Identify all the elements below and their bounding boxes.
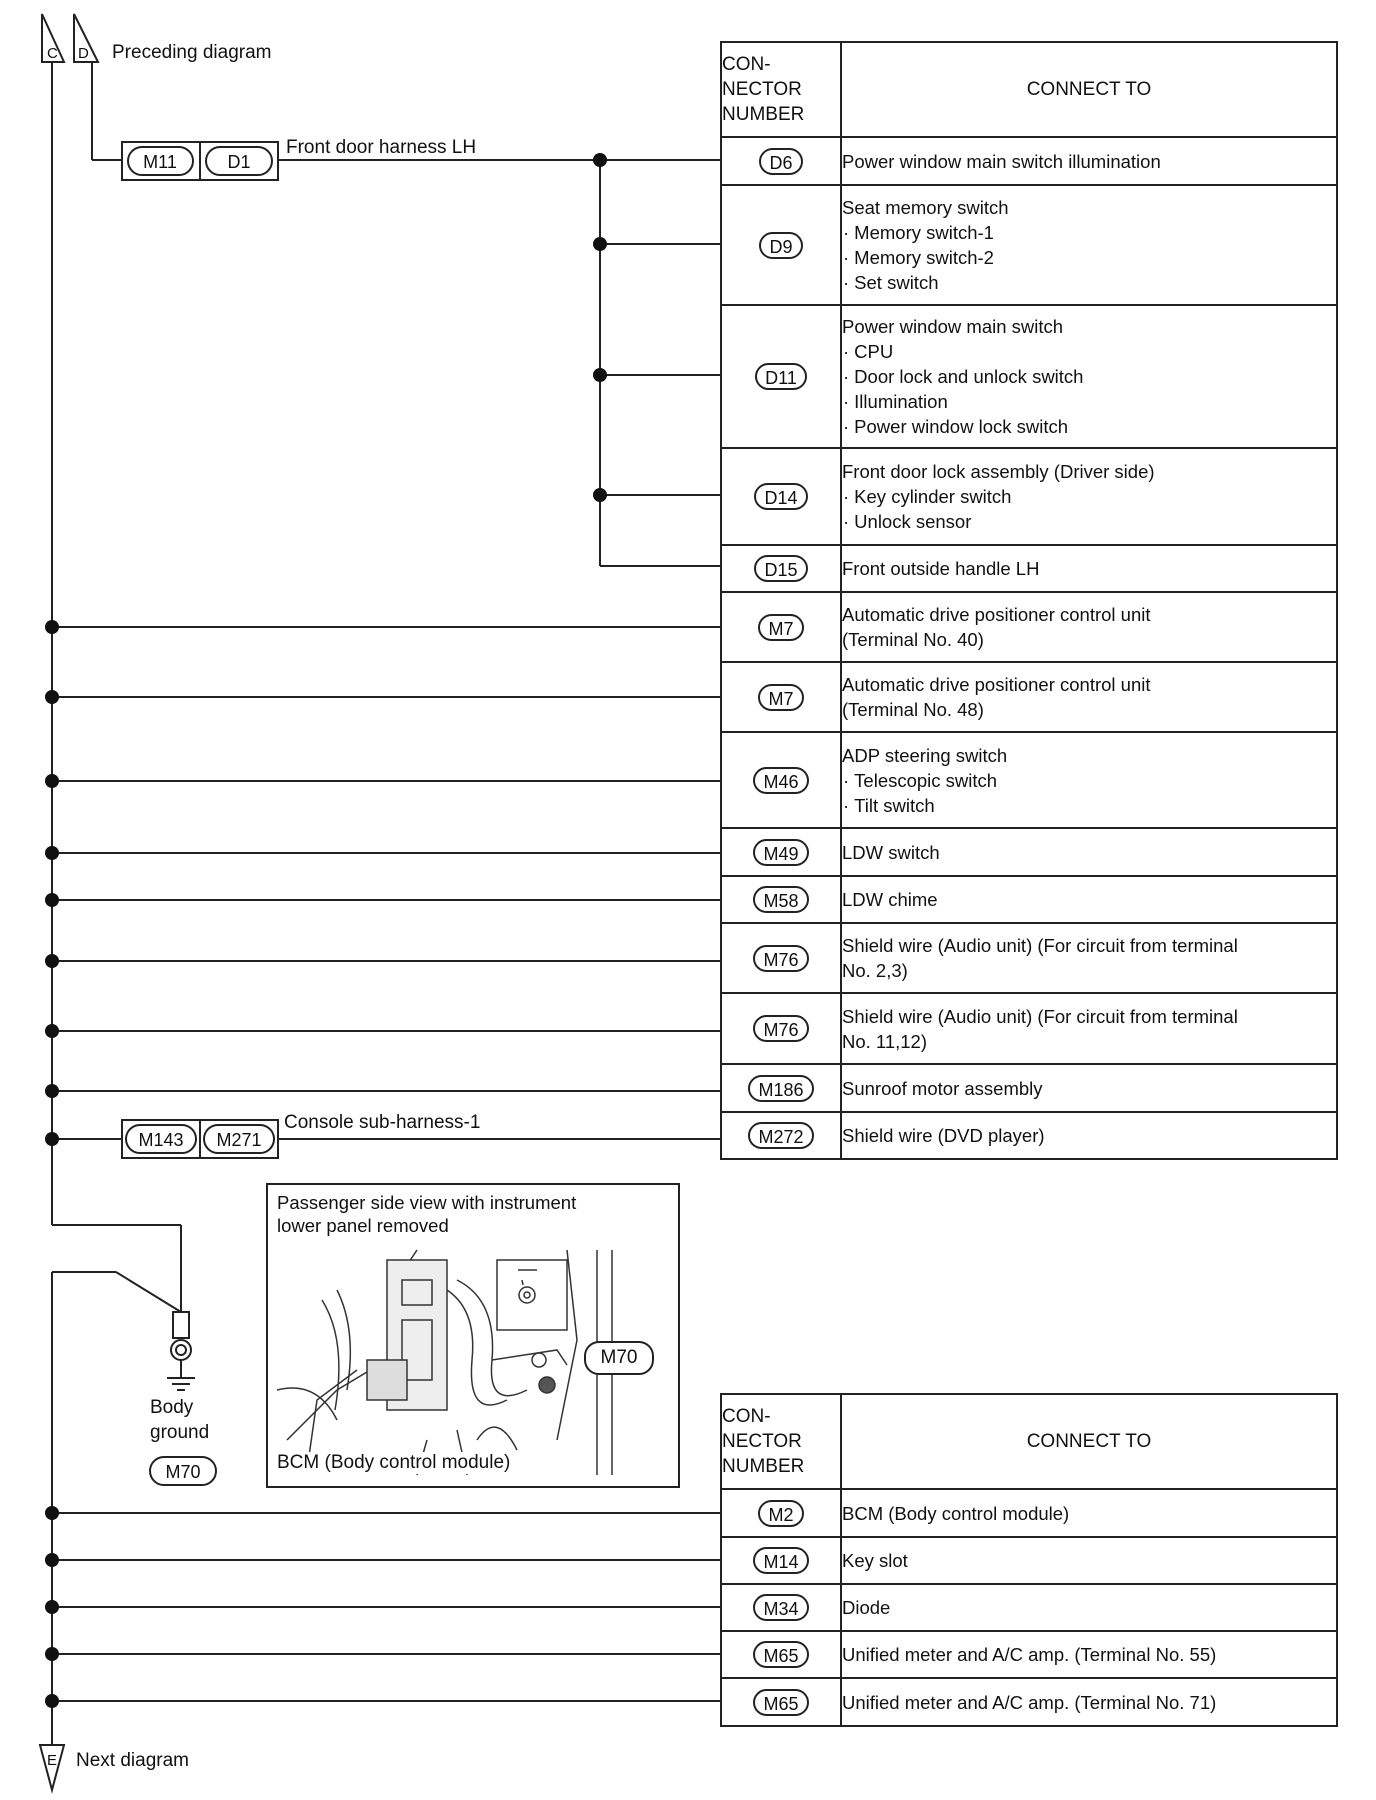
header-connector-number: CON- NECTOR NUMBER: [721, 42, 841, 137]
connector-badge: M58: [753, 886, 808, 913]
connector-cell: [721, 1631, 841, 1678]
connector-badge: D11: [755, 363, 807, 390]
description-line: LDW switch: [842, 841, 940, 863]
description-line: Diode: [842, 1597, 891, 1618]
connector-badge: M272: [748, 1122, 813, 1149]
table-row: [721, 185, 1337, 305]
sub-item: · Memory switch-2: [842, 245, 1336, 270]
connector-badge: D14: [754, 483, 807, 510]
description-line: LDW chime: [842, 889, 938, 910]
connector-badge: M65: [753, 1689, 808, 1716]
connector-cell: [721, 545, 841, 592]
connector-cell: [721, 828, 841, 876]
body-ground-label: [150, 1395, 209, 1445]
table-row: [721, 923, 1337, 993]
table-row: [721, 1631, 1337, 1678]
connector-cell: [721, 923, 841, 993]
table-row: [721, 1584, 1337, 1631]
connector-badge: M49: [753, 839, 808, 866]
connect-to-cell: [841, 1112, 1337, 1159]
connect-to-cell: [841, 1678, 1337, 1726]
description-line: Power window main switch illumination: [842, 150, 1161, 172]
description-line: Sunroof motor assembly: [842, 1077, 1043, 1099]
console-harness-label: Console sub-harness-1: [284, 1112, 481, 1133]
connect-to-cell: [841, 828, 1337, 876]
connector-cell: [721, 1064, 841, 1112]
sub-item: · Door lock and unlock switch: [842, 364, 1336, 389]
connector-cell: [721, 185, 841, 305]
table-row: [721, 137, 1337, 185]
connect-to-cell: [841, 545, 1337, 592]
connect-to-cell: [841, 137, 1337, 185]
connector-badge: M76: [753, 1015, 808, 1042]
table-row: [721, 828, 1337, 876]
connector-cell: [721, 1112, 841, 1159]
connector-table-lower: [720, 1393, 1338, 1727]
description-line: Front outside handle LH: [842, 558, 1040, 579]
inset-title: [277, 1191, 576, 1237]
connector-cell: [721, 305, 841, 448]
harness-console-left: M143: [138, 1130, 184, 1150]
table-row: [721, 592, 1337, 662]
inset-panel: [266, 1183, 680, 1488]
table-row: [721, 1489, 1337, 1537]
connect-to-cell: [841, 732, 1337, 828]
body-ground-line-1: Body: [150, 1397, 194, 1418]
connector-cell: [721, 448, 841, 545]
body-ground-connector: M70: [165, 1462, 201, 1482]
connector-badge: M65: [753, 1641, 808, 1668]
description-line: Automatic drive positioner control unit: [842, 604, 1151, 625]
description-line: BCM (Body control module): [842, 1502, 1070, 1524]
next-diagram-label: Next diagram: [76, 1750, 189, 1771]
table-row: [721, 993, 1337, 1064]
connector-badge: M7: [758, 614, 803, 641]
description-line: (Terminal No. 48): [842, 699, 984, 720]
harness-front-left: M11: [143, 152, 177, 172]
connector-cell: [721, 137, 841, 185]
description-line: Key slot: [842, 1550, 908, 1571]
connector-badge: D9: [759, 232, 802, 259]
description-line: Unified meter and A/C amp. (Terminal No. 55): [842, 1644, 1217, 1665]
body-ground-line-2: ground: [150, 1422, 210, 1443]
inset-title-line-2: lower panel removed: [277, 1215, 449, 1236]
header-connect-to: CONNECT TO: [841, 42, 1337, 137]
connector-table-upper: [720, 41, 1338, 1160]
connect-to-cell: [841, 662, 1337, 732]
sub-item: · Memory switch-1: [842, 220, 1336, 245]
flag-c-letter: C: [47, 45, 58, 62]
sub-item: · Unlock sensor: [842, 509, 1336, 534]
connector-cell: [721, 876, 841, 923]
description-line: Seat memory switch: [842, 197, 1009, 218]
description-line: Front door lock assembly (Driver side): [842, 461, 1155, 482]
table-row: [721, 662, 1337, 732]
connector-badge: M2: [758, 1500, 803, 1527]
sub-item: · Illumination: [842, 389, 1336, 414]
connector-badge: M186: [748, 1075, 813, 1102]
connector-badge: M46: [753, 767, 808, 794]
table-row: [721, 1537, 1337, 1584]
table-row: [721, 1064, 1337, 1112]
description-line: Automatic drive positioner control unit: [842, 674, 1151, 695]
connect-to-cell: [841, 448, 1337, 545]
flag-d-letter: D: [78, 45, 89, 62]
connector-badge: D6: [759, 148, 802, 175]
preceding-diagram-label: Preceding diagram: [112, 42, 272, 63]
connector-badge: M14: [753, 1547, 808, 1574]
connect-to-cell: [841, 185, 1337, 305]
inset-m70-callout: M70: [584, 1341, 654, 1375]
description-line: Unified meter and A/C amp. (Terminal No. 71): [842, 1691, 1217, 1713]
front-door-harness-label: Front door harness LH: [286, 137, 477, 158]
connect-to-cell: [841, 1064, 1337, 1112]
harness-console-right: M271: [216, 1130, 262, 1150]
sub-item: · Tilt switch: [842, 793, 1336, 818]
connect-to-cell: [841, 1631, 1337, 1678]
sub-item: · Telescopic switch: [842, 768, 1336, 793]
connect-to-cell: [841, 1537, 1337, 1584]
description-line: Shield wire (Audio unit) (For circuit from terminal: [842, 935, 1238, 956]
table-row: [721, 876, 1337, 923]
inset-caption: BCM (Body control module): [277, 1452, 511, 1473]
connector-cell: [721, 592, 841, 662]
header-connect-to: CONNECT TO: [841, 1394, 1337, 1489]
description-line: ADP steering switch: [842, 744, 1008, 766]
connector-cell: [721, 993, 841, 1064]
connect-to-cell: [841, 1489, 1337, 1537]
table-row: [721, 1678, 1337, 1726]
connector-cell: [721, 732, 841, 828]
connect-to-cell: [841, 923, 1337, 993]
sub-item: · Key cylinder switch: [842, 484, 1336, 509]
connector-badge: M7: [758, 684, 803, 711]
description-line: No. 2,3): [842, 960, 908, 981]
connector-cell: [721, 1489, 841, 1537]
table-row: [721, 305, 1337, 448]
description-line: Shield wire (DVD player): [842, 1125, 1045, 1146]
table-row: [721, 545, 1337, 592]
connect-to-cell: [841, 876, 1337, 923]
connector-cell: [721, 662, 841, 732]
connector-badge: D15: [754, 555, 807, 582]
connect-to-cell: [841, 1584, 1337, 1631]
connector-cell: [721, 1537, 841, 1584]
header-connector-number: CON- NECTOR NUMBER: [721, 1394, 841, 1489]
connector-cell: [721, 1584, 841, 1631]
table-row: [721, 448, 1337, 545]
harness-front-right: D1: [227, 152, 251, 172]
description-line: Shield wire (Audio unit) (For circuit from terminal: [842, 1005, 1238, 1027]
sub-item: · Power window lock switch: [842, 414, 1336, 439]
description-line: (Terminal No. 40): [842, 629, 984, 650]
sub-item: · Set switch: [842, 270, 1336, 295]
connect-to-cell: [841, 993, 1337, 1064]
connect-to-cell: [841, 305, 1337, 448]
connector-badge: M76: [753, 945, 808, 972]
flag-e-letter: E: [47, 1752, 58, 1769]
description-line: No. 11,12): [842, 1030, 928, 1052]
ground-terminal: [173, 1312, 189, 1338]
description-line: Power window main switch: [842, 316, 1064, 337]
connect-to-cell: [841, 592, 1337, 662]
connector-cell: [721, 1678, 841, 1726]
inset-title-line-1: Passenger side view with instrument: [277, 1192, 577, 1213]
connector-badge: M34: [753, 1594, 808, 1621]
sub-item: · CPU: [842, 339, 1336, 364]
table-row: [721, 1112, 1337, 1159]
table-row: [721, 732, 1337, 828]
